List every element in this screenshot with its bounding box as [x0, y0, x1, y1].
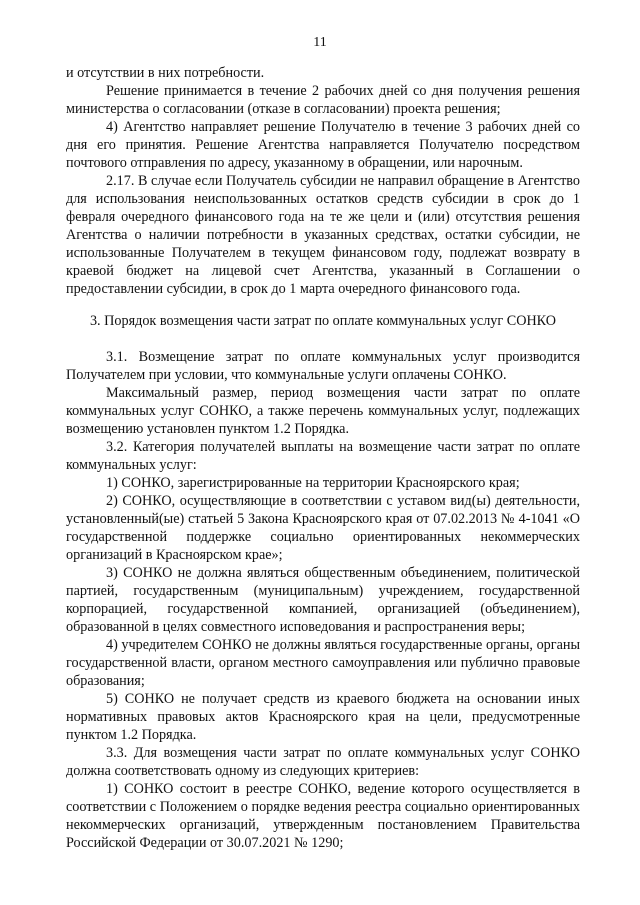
- document-body: [66, 64, 580, 852]
- paragraph: Максимальный размер, период возмещения части затрат по оплате коммунальных услуг СОНКО, а также перечень коммунальных услуг, подлежащих возмещению установлен пунктом 1.2 Порядка.: [66, 385, 580, 437]
- list-item: 4) учредителем СОНКО не должны являться государственные органы, органы государственной власти, органом местного самоуправления или публично правовые образования;: [66, 637, 580, 689]
- page-number: 11: [313, 35, 327, 50]
- list-item: 5) СОНКО не получает средств из краевого бюджета на основании иных нормативных правовых актов Красноярского края на цели, предусмотренные пунктом 1.2 Порядка.: [66, 691, 580, 743]
- paragraph: и отсутствии в них потребности.: [66, 65, 265, 81]
- paragraph: 2.17. В случае если Получатель субсидии не направил обращение в Агентство для использования неиспользованных остатков средств субсидии в срок до 1 февраля очередного финансового года на те же цели и (или) отсутствия решения Агентства о наличии потребности в указанных средствах, остатки субсидии, не использованные Получателем в текущем финансовом году, подлежат возврату в краевой бюджет на лицевой счет Агентства, указанный в Соглашении о предоставлении субсидии, в срок до 1 марта очередного финансового года.: [66, 173, 580, 297]
- paragraph: Решение принимается в течение 2 рабочих дней со дня получения решения министерства о согласовании (отказе в согласовании) проекта решения;: [66, 83, 580, 117]
- paragraph: 3.3. Для возмещения части затрат по оплате коммунальных услуг СОНКО должна соответствовать одному из следующих критериев:: [66, 745, 580, 779]
- paragraph: 4) Агентство направляет решение Получателю в течение 3 рабочих дней со дня его принятия. Решение Агентства направляется Получателю посредством почтового отправления по адресу, указанному в обращении, или нарочным.: [66, 119, 580, 171]
- list-item: 3) СОНКО не должна являться общественным объединением, политической партией, государственным (муниципальным) учреждением, государственной корпорацией, государственной компанией, организацией (объединением), образованной в целях совместного исповедования и распространения веры;: [66, 565, 580, 635]
- paragraph: 3.2. Категория получателей выплаты на возмещение части затрат по оплате коммунальных услуг:: [66, 439, 580, 473]
- list-item: 2) СОНКО, осуществляющие в соответствии с уставом вид(ы) деятельности, установленный(ые) статьей 5 Закона Красноярского края от 07.02.2013 № 4-1041 «О государственной поддержке социально ориентированных некоммерческих организаций в Красноярском крае»;: [66, 493, 580, 563]
- section-heading: 3. Порядок возмещения части затрат по оплате коммунальных услуг СОНКО: [89, 313, 557, 329]
- paragraph: 3.1. Возмещение затрат по оплате коммунальных услуг производится Получателем при условии, что коммунальные услуги оплачены СОНКО.: [66, 349, 580, 383]
- list-item: 1) СОНКО, зарегистрированные на территории Красноярского края;: [106, 475, 520, 491]
- list-item: 1) СОНКО состоит в реестре СОНКО, ведение которого осуществляется в соответствии с Положением о порядке ведения реестра социально ориентированных некоммерческих организаций, утвержденным постановлением Правительства Российской Федерации от 30.07.2021 № 1290;: [66, 781, 580, 851]
